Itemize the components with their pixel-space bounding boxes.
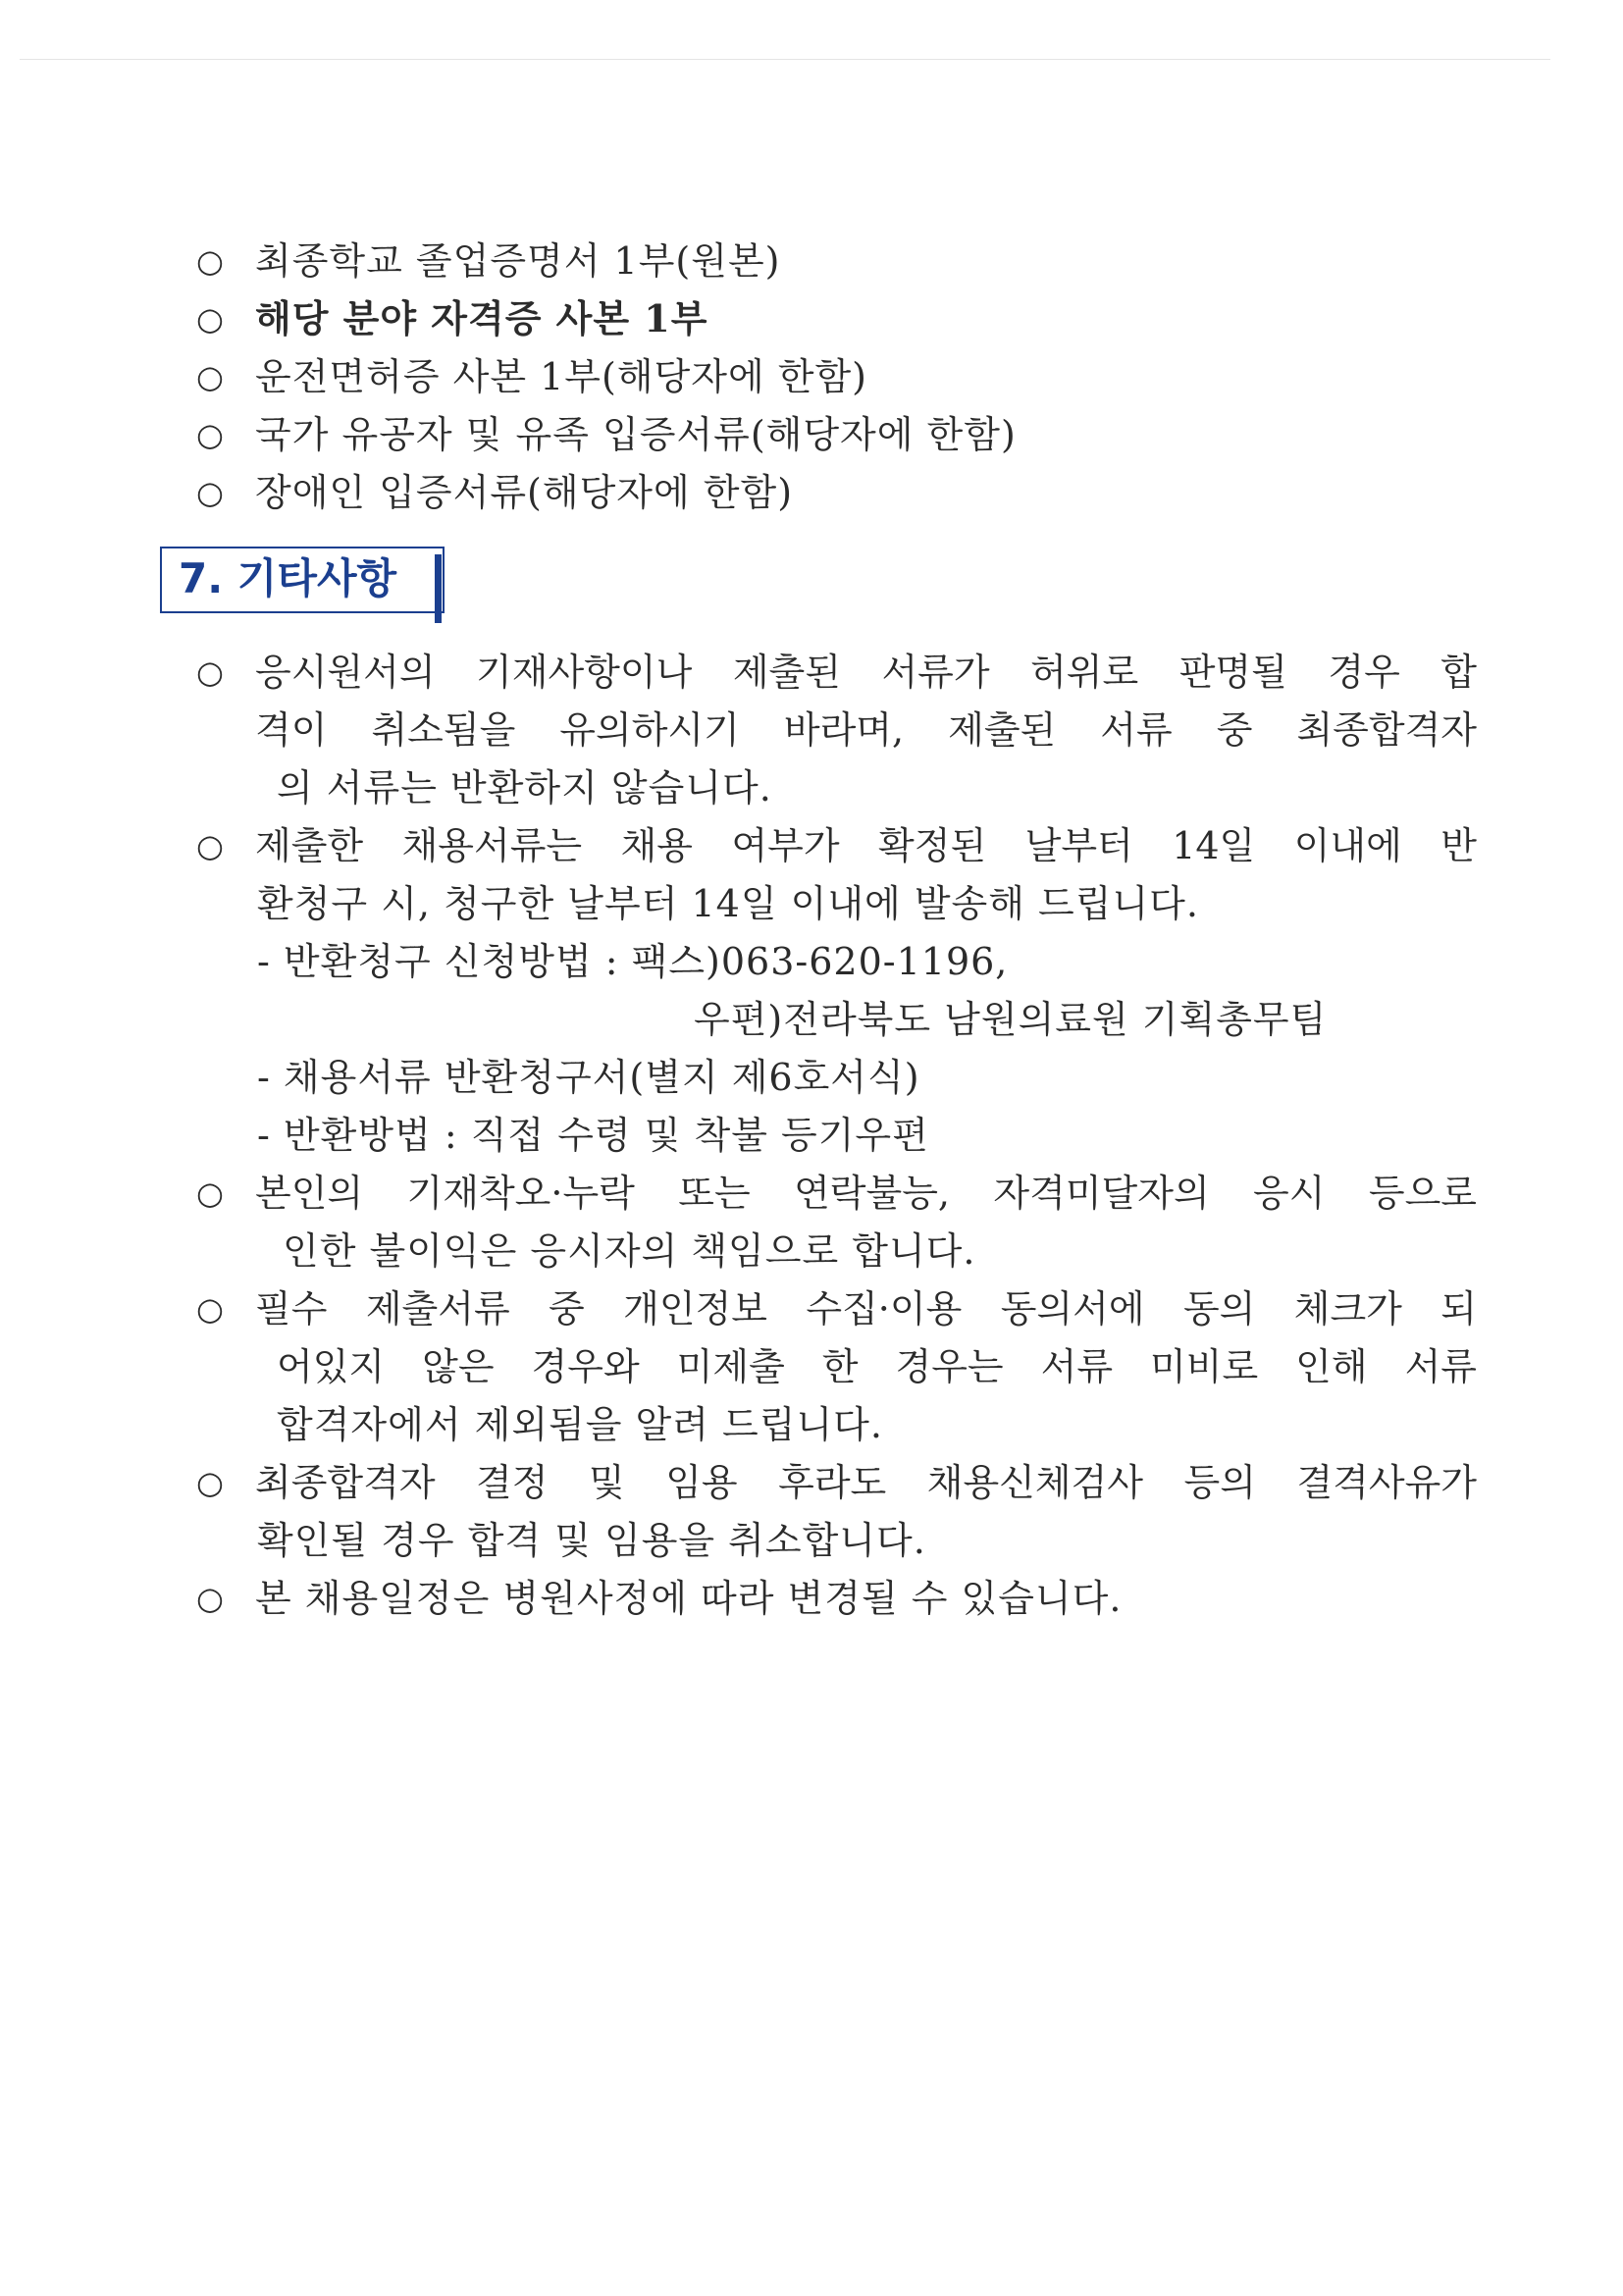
scan-top-rule [20,59,1550,60]
circle-bullet-icon: ○ [196,1464,224,1501]
note-2-sub-return-form: - 채용서류 반환청구서(별지 제6호서식) [257,1056,920,1099]
circle-bullet-icon: ○ [196,1290,224,1328]
note-4-line-2: 어있지 않은 경우와 미제출 한 경우는 서류 미비로 인해 서류 [277,1345,1477,1388]
section-title-shadow [435,554,442,623]
circle-bullet-icon: ○ [196,653,224,691]
note-2-sub-return-delivery: - 반환방법 : 직접 수령 및 착불 등기우편 [257,1114,929,1157]
doc-item-license [196,289,707,348]
doc-item-text: 장애인 입증서류(해당자에 한함) [255,471,794,514]
doc-item-text: 운전면허증 사본 1부(해당자에 한함) [255,355,867,398]
note-4-line-1: ○ 필수 제출서류 중 개인정보 수집·이용 동의서에 동의 체크가 되 [196,1279,1477,1338]
section-title: 7. 기타사항 [179,554,397,602]
note-2-line-1: ○ 제출한 채용서류는 채용 여부가 확정된 날부터 14일 이내에 반 [196,816,1477,875]
doc-item-graduation [196,232,780,290]
circle-bullet-icon: ○ [196,242,225,280]
note-3-line-1: ○ 본인의 기재착오·누락 또는 연락불능, 자격미달자의 응시 등으로 [196,1164,1477,1223]
note-2-sub-return-method: - 반환청구 신청방법 : 팩스)063-620-1196, [257,940,1009,983]
note-4-line-3: 합격자에서 제외됨을 알려 드립니다. [277,1403,883,1446]
doc-item-text: 최종학교 졸업증명서 1부(원본) [255,239,781,283]
doc-item-driver-license [196,347,867,406]
circle-bullet-icon: ○ [196,1174,224,1212]
doc-item-text: 국가 유공자 및 유족 입증서류(해당자에 한함) [255,413,1017,456]
note-6-line-1: ○ 본 채용일정은 병원사정에 따라 변경될 수 있습니다. [196,1569,1122,1628]
note-2-line-2: 환청구 시, 청구한 날부터 14일 이내에 발송해 드립니다. [257,882,1199,925]
circle-bullet-icon: ○ [196,474,225,511]
note-2-sub-return-address: 우편)전라북도 남원의료원 기획총무팀 [694,998,1328,1041]
note-1-line-1: ○ 응시원서의 기재사항이나 제출된 서류가 허위로 판명될 경우 합 [196,643,1477,702]
note-1-line-2: 격이 취소됨을 유의하시기 바라며, 제출된 서류 중 최종합격자 [255,708,1477,752]
note-3-line-2: 인한 불이익은 응시자의 책임으로 합니다. [283,1229,976,1273]
doc-item-disability [196,463,793,522]
note-5-line-2: 확인될 경우 합격 및 임용을 취소합니다. [257,1519,926,1562]
circle-bullet-icon: ○ [196,827,224,864]
circle-bullet-icon: ○ [196,300,225,338]
doc-item-veteran [196,405,1017,464]
doc-item-text: 해당 분야 자격증 사본 1부 [255,296,708,340]
note-1-line-3: 의 서류는 반환하지 않습니다. [277,766,772,809]
note-5-line-1: ○ 최종합격자 결정 및 임용 후라도 채용신체검사 등의 결격사유가 [196,1453,1477,1512]
circle-bullet-icon: ○ [196,358,225,395]
circle-bullet-icon: ○ [196,416,225,453]
circle-bullet-icon: ○ [196,1580,225,1617]
